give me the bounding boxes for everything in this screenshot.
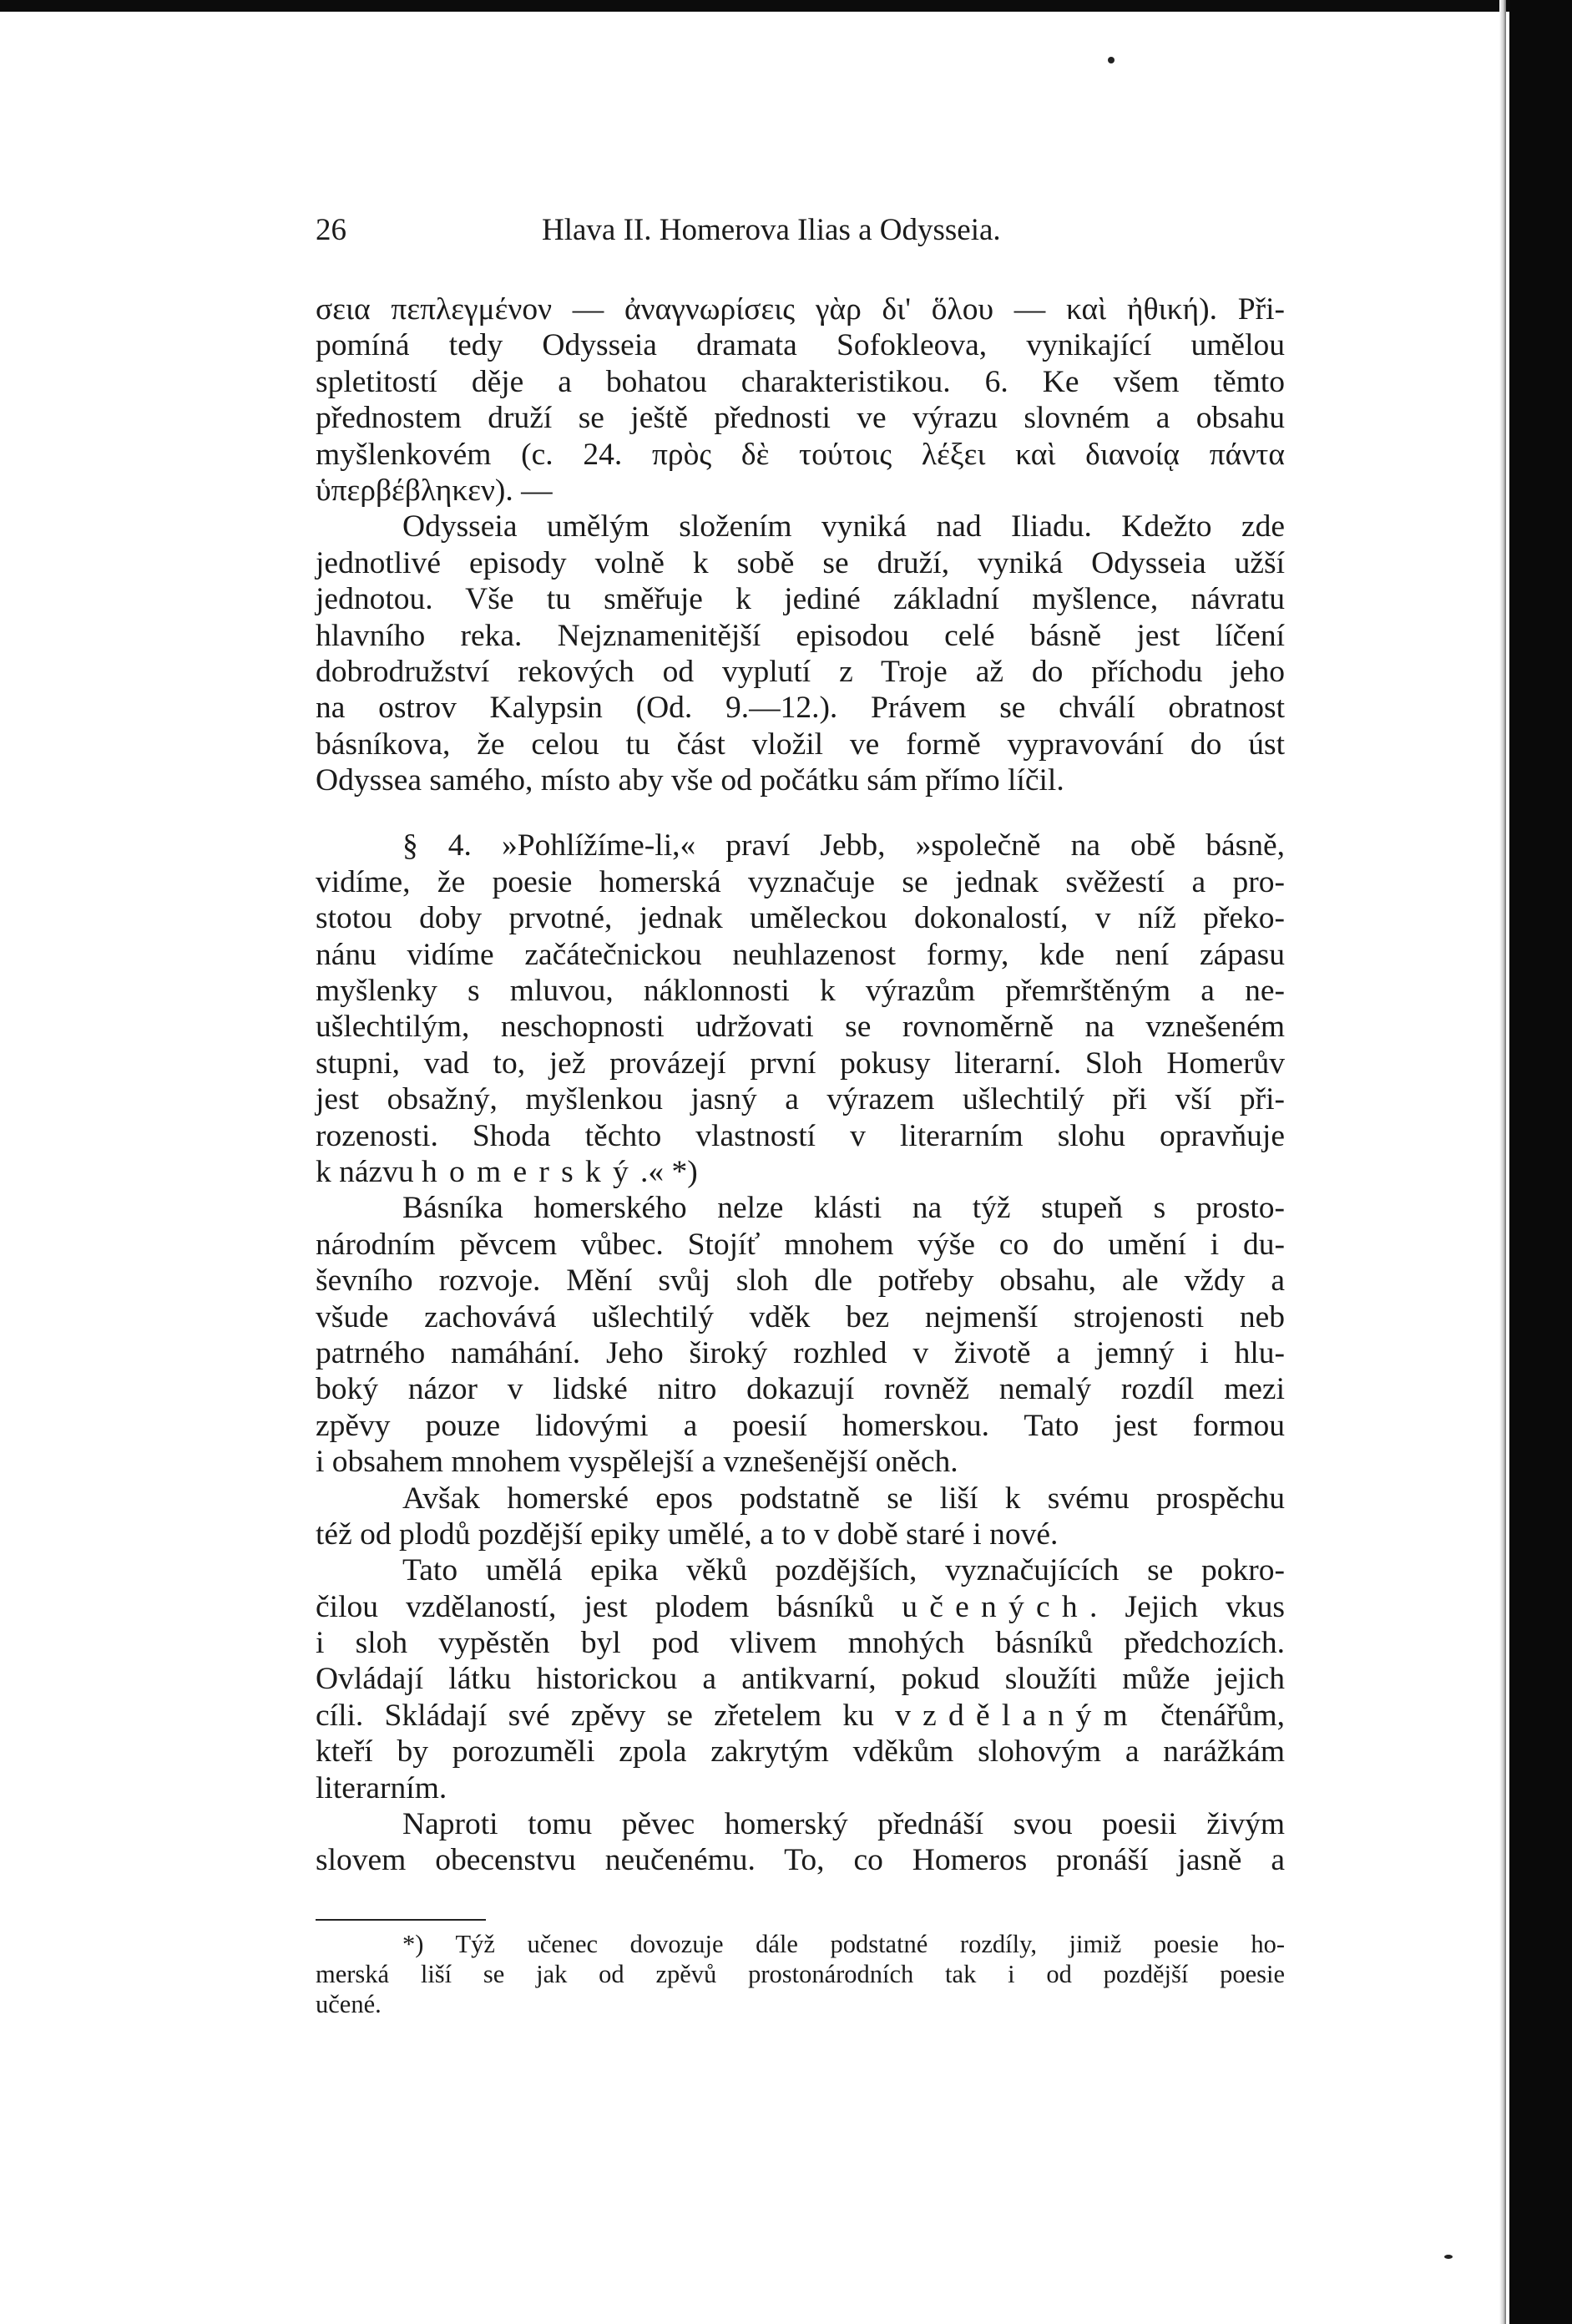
- text-line: [316, 327, 1285, 363]
- text-line: [316, 1335, 1285, 1371]
- line-text: přednostem druží se ještě přednosti ve výrazu slovném a obsahu: [316, 401, 1285, 436]
- line-text: všude zachovává ušlechtilý vděk bez nejmenší strojenosti neb: [316, 1299, 1285, 1334]
- text-line: [316, 1081, 1285, 1117]
- text-line: [316, 473, 1285, 509]
- text-line: [316, 727, 1285, 762]
- line-text: čtenářům,: [1139, 1698, 1286, 1733]
- text-line: [316, 400, 1285, 436]
- text-line: [316, 937, 1285, 973]
- text-line: [316, 1444, 1285, 1480]
- line-text: hlavního reka. Nejznamenitější episodou celé básně jest líčení: [316, 618, 1285, 653]
- text-line: [316, 1154, 1285, 1190]
- line-text: Básníka homerského nelze klásti na týž stupeň s prosto-: [402, 1191, 1285, 1226]
- scan-top-border: [0, 0, 1572, 12]
- line-text: slovem obecenstvu neučenému. To, co Homeros pronáší jasně a: [316, 1843, 1285, 1878]
- line-text: na ostrov Kalypsin (Od. 9.—12.). Právem se chválí obratnost: [316, 691, 1285, 726]
- text-line: [316, 900, 1285, 936]
- text-line: [316, 690, 1285, 726]
- line-text: rozenosti. Shoda těchto vlastností v literarním slohu opravňuje: [316, 1118, 1285, 1153]
- line-text: Ovládají látku historickou a antikvarní, pokud sloužíti může jejich: [316, 1662, 1285, 1697]
- line-text: cíli. Skládají své zpěvy se zřetelem ku: [316, 1698, 896, 1733]
- text-line: [316, 618, 1285, 654]
- text-line: [316, 654, 1285, 690]
- line-text: § 4. »Pohlížíme-li,« praví Jebb, »společně na obě básně,: [402, 828, 1285, 863]
- line-text: . Jejich vkus: [1089, 1589, 1285, 1624]
- text-line: [316, 509, 1285, 544]
- line-text: patrného namáhání. Jeho široký rozhled v životě a jemný i hlu-: [316, 1335, 1285, 1370]
- text-line: [316, 1227, 1285, 1263]
- line-text: zpěvy pouze lidovými a poesií homerskou. Tato jest formou: [316, 1408, 1285, 1443]
- line-text: jednotou. Vše tu směřuje k jediné základní myšlence, návratu: [316, 582, 1285, 617]
- text-line: [316, 437, 1285, 473]
- line-text: nánu vidíme začátečnickou neuhlazenost formy, kde není zápasu: [316, 937, 1285, 972]
- text-line: [316, 1046, 1285, 1081]
- line-text: *) Týž učenec dovozuje dále podstatné rozdíly, jimiž poesie ho-: [402, 1930, 1285, 1958]
- line-text: též od plodů pozdější epiky umělé, a to v době staré i nové.: [316, 1516, 1059, 1552]
- line-text: literarním.: [316, 1770, 447, 1805]
- line-text: dobrodružství rekových od vyplutí z Troje až do příchodu jeho: [316, 654, 1285, 689]
- text-line: [316, 1625, 1285, 1661]
- footnote-separator: [316, 1919, 486, 1921]
- line-text: spletitostí děje a bohatou charakteristikou. 6. Ke všem těmto: [316, 364, 1285, 399]
- text-line: [316, 364, 1285, 400]
- line-text: národním pěvcem vůbec. Stojíť mnohem výše co do umění i du-: [316, 1227, 1285, 1262]
- line-text: čilou vzdělaností, jest plodem básníků: [316, 1589, 902, 1624]
- text-line: [316, 1190, 1285, 1226]
- dust-speck: [1108, 57, 1115, 63]
- line-text: Odyssea samého, místo aby vše od počátku sám přímo líčil.: [316, 763, 1064, 798]
- line-text: učené.: [316, 1990, 382, 2018]
- line-text: stotou doby prvotné, jednak uměleckou dokonalostí, v níž překo-: [316, 901, 1285, 936]
- text-line: [316, 1552, 1285, 1588]
- line-text: básníkova, že celou tu část vložil ve formě vypravování do úst: [316, 727, 1285, 762]
- text-line: [316, 291, 1285, 327]
- text-line: [316, 1589, 1285, 1625]
- text-line: [316, 545, 1285, 581]
- line-text: Tato umělá epika věků pozdějších, vyznačujících se pokro-: [402, 1553, 1285, 1588]
- line-text: Naproti tomu pěvec homerský přednáší svou poesii živým: [402, 1807, 1285, 1842]
- text-line: [316, 762, 1285, 798]
- line-text: i obsahem mnohem vyspělejší a vznešenější oněch.: [316, 1445, 958, 1480]
- spaced-emphasis: homerský: [422, 1154, 640, 1189]
- line-text: boký názor v lidské nitro dokazují rovněž nemalý rozdíl mezi: [316, 1372, 1285, 1407]
- line-text: myšlenky s mluvou, náklonnosti k výrazům přemrštěným a ne-: [316, 974, 1285, 1009]
- line-text: Avšak homerské epos podstatně se liší k svému prospěchu: [402, 1481, 1285, 1516]
- text-line: [316, 973, 1285, 1009]
- line-text: stupni, vad to, jež provázejí první pokusy literarní. Sloh Homerův: [316, 1046, 1285, 1081]
- text-line: [316, 1009, 1285, 1045]
- line-text: Odysseia umělým složením vyniká nad Iliadu. Kdežto zde: [402, 509, 1285, 544]
- spaced-emphasis: vzdělaným: [895, 1698, 1140, 1733]
- line-text: vidíme, že poesie homerská vyznačuje se jednak svěžestí a pro-: [316, 864, 1285, 899]
- text-line: [316, 1806, 1285, 1842]
- line-text: merská liší se jak od zpěvů prostonárodních tak i od pozdější poesie: [316, 1960, 1285, 1988]
- text-line: [316, 1299, 1285, 1335]
- line-text: ušlechtilým, neschopnosti udržovati se rovnoměrně na vznešeném: [316, 1010, 1285, 1045]
- text-line: [316, 1118, 1285, 1154]
- text-line: [316, 1661, 1285, 1697]
- footnote-line: [316, 1929, 1285, 1959]
- footnote-line: [316, 1989, 1285, 2019]
- line-text: myšlenkovém (c. 24. πρὸς δὲ τούτοις λέξει καὶ διανοίᾳ πάντα: [316, 437, 1285, 472]
- text-line: [316, 1698, 1285, 1734]
- body-text: [316, 291, 1285, 1879]
- line-text: jednotlivé episody volně k sobě se druží, vyniká Odysseia užší: [316, 545, 1285, 580]
- text-line: [316, 1770, 1285, 1806]
- line-text: ὑπερβέβληκεν). —: [316, 473, 553, 508]
- scan-page-edge-shadow: [1499, 0, 1506, 2324]
- line-text: i sloh vypěstěn byl pod vlivem mnohých básníků předchozích.: [316, 1626, 1285, 1661]
- text-line: [316, 1734, 1285, 1770]
- line-text: pomíná tedy Odysseia dramata Sofokleova, vynikající umělou: [316, 328, 1285, 363]
- text-line: [316, 1516, 1285, 1552]
- line-text: k názvu: [316, 1154, 422, 1189]
- line-text: jest obsažný, myšlenkou jasný a výrazem ušlechtilý při vší při-: [316, 1082, 1285, 1117]
- text-line: [316, 1408, 1285, 1444]
- page-number: 26: [316, 213, 346, 247]
- line-text: .« *): [639, 1154, 698, 1189]
- text-line: [316, 1842, 1285, 1878]
- running-header: [316, 207, 1284, 257]
- footnote: [316, 1929, 1285, 2019]
- running-title: Hlava II. Homerova Ilias a Odysseia.: [542, 213, 1001, 247]
- line-text: ševního rozvoje. Mění svůj sloh dle potřeby obsahu, ale vždy a: [316, 1263, 1285, 1299]
- line-text: kteří by porozuměli zpola zakrytým vděkům slohovým a narážkám: [316, 1734, 1285, 1770]
- text-line: [316, 1481, 1285, 1516]
- text-line: [316, 1263, 1285, 1299]
- dust-speck: [1444, 2255, 1453, 2259]
- footnote-line: [316, 1959, 1285, 1989]
- spaced-emphasis: učených: [902, 1589, 1089, 1624]
- text-line: [316, 1371, 1285, 1407]
- text-line: [316, 581, 1285, 617]
- scan-right-border: [1509, 0, 1572, 2324]
- text-line: [316, 864, 1285, 900]
- section-heading-line: [316, 828, 1285, 863]
- line-text: σεια πεπλεγμένον — ἀναγνωρίσεις γὰρ δι' ὅλου — καὶ ἠθική). Při-: [316, 292, 1285, 327]
